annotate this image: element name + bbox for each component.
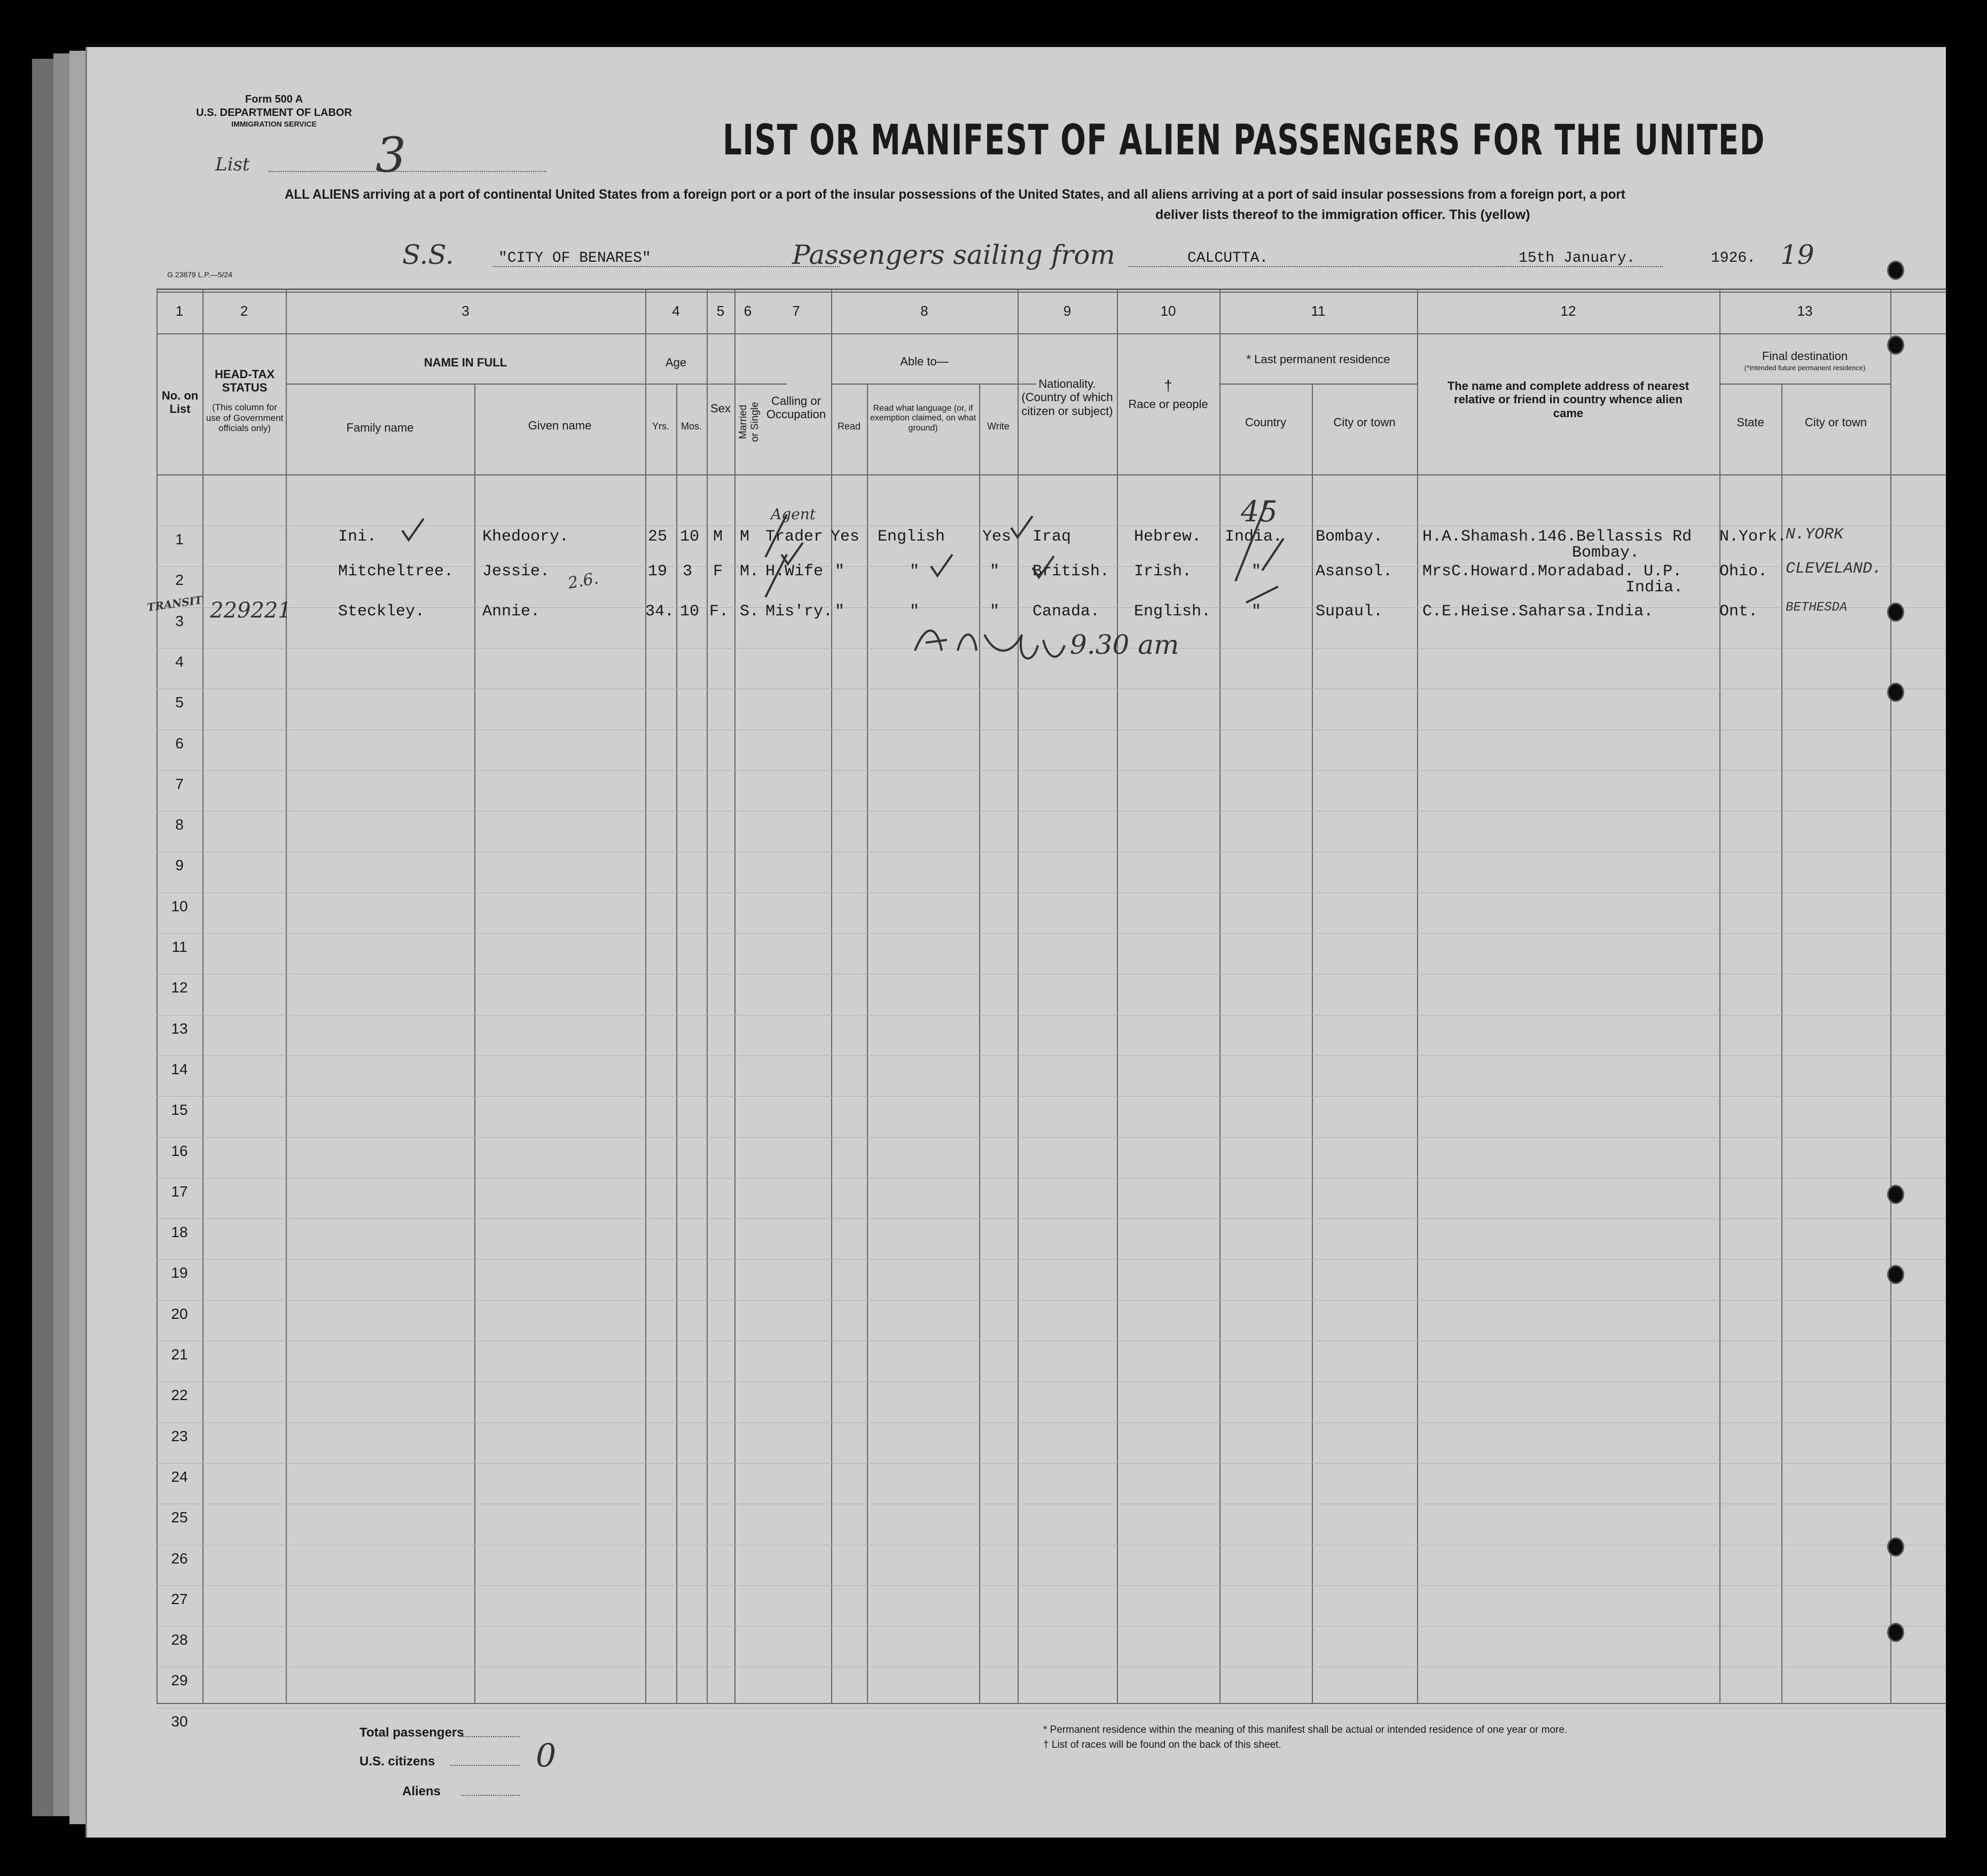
row-rule bbox=[157, 1463, 1946, 1464]
binder-hole bbox=[1887, 683, 1904, 702]
check-marks bbox=[87, 47, 1946, 688]
col-num-4: 4 bbox=[672, 303, 680, 319]
read-language: English bbox=[878, 528, 945, 546]
page-title: LIST OR MANIFEST OF ALIEN PASSENGERS FOR THE UNITED bbox=[723, 116, 1765, 165]
relative-address: C.E.Heise.Saharsa.India. bbox=[1422, 603, 1654, 621]
col-num-5: 5 bbox=[716, 303, 725, 319]
dest-city: BETHESDA bbox=[1786, 600, 1848, 615]
hdr-write: Write bbox=[987, 421, 1010, 432]
row-rule bbox=[157, 851, 1946, 852]
dest-state: N.York. bbox=[1719, 528, 1787, 546]
age-months: 3 bbox=[683, 562, 693, 581]
hdr-final-destination: Final destination bbox=[1762, 349, 1848, 363]
list-number: 3 bbox=[376, 127, 406, 183]
dest-city: N.YORK bbox=[1786, 526, 1844, 544]
country-note: 45 bbox=[1241, 495, 1278, 528]
row-number: 22 bbox=[171, 1387, 188, 1404]
relative-address-2: India. bbox=[1625, 579, 1684, 597]
row-number: 30 bbox=[171, 1713, 188, 1730]
row-number: 13 bbox=[171, 1020, 188, 1037]
hdr-no-on-list: No. on List bbox=[161, 389, 199, 416]
hdr-state: State bbox=[1736, 416, 1764, 429]
read-language: " bbox=[910, 562, 920, 581]
row-number: 7 bbox=[175, 775, 184, 792]
footer-note-residence: * Permanent residence within the meaning of this manifest shall be actual or intended residence of one year or more. bbox=[1043, 1724, 1568, 1736]
hdr-head-tax: HEAD-TAX STATUS bbox=[214, 368, 275, 395]
marital-status: S. bbox=[740, 603, 760, 621]
can-read: " bbox=[835, 562, 845, 581]
footer-aliens: Aliens bbox=[402, 1784, 441, 1799]
col-num-3: 3 bbox=[461, 303, 470, 319]
residence-country: India. bbox=[1225, 528, 1283, 546]
relative-address-2: Bombay. bbox=[1572, 544, 1640, 562]
ss-label: S.S. bbox=[402, 239, 454, 270]
page-edge bbox=[32, 59, 53, 1816]
form-service: IMMIGRATION SERVICE bbox=[231, 120, 317, 128]
ship-name: "CITY OF BENARES" bbox=[498, 250, 651, 267]
row-number: 29 bbox=[171, 1672, 188, 1689]
row-number: 14 bbox=[171, 1060, 188, 1077]
col-num-9: 9 bbox=[1063, 303, 1071, 319]
race: English. bbox=[1134, 603, 1211, 621]
binder-hole bbox=[1887, 1623, 1904, 1642]
can-write: " bbox=[990, 603, 1000, 621]
hdr-age: Age bbox=[665, 356, 687, 369]
hdr-read-language: Read what language (or, if exemption claimed, on what ground) bbox=[870, 404, 976, 433]
footer-total-passengers: Total passengers bbox=[359, 1725, 464, 1740]
given-name: Khedoory. bbox=[482, 528, 569, 546]
print-code: G 23879 L.P.—5/24 bbox=[167, 270, 232, 279]
row-number: 21 bbox=[171, 1346, 188, 1363]
hdr-nationality: Nationality. (Country of which citizen or subject) bbox=[1021, 377, 1113, 418]
row-rule bbox=[157, 1300, 1946, 1301]
row-rule bbox=[157, 1626, 1946, 1627]
dest-state: Ohio. bbox=[1719, 562, 1768, 581]
row-number: 19 bbox=[171, 1264, 188, 1281]
row-rule bbox=[157, 933, 1946, 934]
residence-city: Bombay. bbox=[1316, 528, 1383, 546]
year-printed: 19 bbox=[1780, 239, 1814, 270]
nationality: Iraq bbox=[1032, 528, 1071, 546]
row-number: 4 bbox=[175, 653, 184, 670]
age-years: 25 bbox=[648, 528, 668, 546]
marital-status: M. bbox=[740, 562, 760, 581]
row-number: 10 bbox=[171, 897, 188, 914]
given-name-note: 2.6. bbox=[566, 569, 600, 593]
hdr-given-name: Given name bbox=[528, 419, 592, 432]
col-num-12: 12 bbox=[1560, 303, 1576, 319]
binder-hole bbox=[1887, 603, 1904, 622]
hdr-dest-city-town: City or town bbox=[1804, 416, 1867, 429]
col-num-2: 2 bbox=[240, 303, 248, 319]
marital-status: M bbox=[740, 528, 750, 546]
hdr-married: Married or Single bbox=[738, 402, 761, 442]
col-num-13: 13 bbox=[1797, 303, 1813, 319]
sex: F bbox=[713, 562, 723, 581]
row-rule bbox=[157, 1218, 1946, 1219]
row-number: 8 bbox=[175, 816, 184, 833]
head-tax-number: 229221 bbox=[210, 598, 292, 623]
list-label: List bbox=[215, 154, 250, 175]
departure-port: CALCUTTA. bbox=[1187, 250, 1269, 267]
binder-hole bbox=[1887, 1537, 1904, 1557]
hdr-country: Country bbox=[1245, 416, 1287, 429]
row-rule bbox=[157, 1585, 1946, 1586]
can-read: " bbox=[835, 603, 845, 621]
row-number: 25 bbox=[171, 1509, 188, 1526]
race: Hebrew. bbox=[1134, 528, 1202, 546]
sex: F. bbox=[709, 603, 729, 621]
relative-address: MrsC.Howard.Moradabad. U.P. bbox=[1422, 562, 1683, 581]
age-years: 34. bbox=[645, 603, 675, 621]
nationality: Canada. bbox=[1032, 603, 1100, 621]
age-months: 10 bbox=[680, 603, 700, 621]
given-name: Jessie. bbox=[482, 562, 550, 581]
subtitle-line-2: deliver lists thereof to the immigration officer. This (yellow) bbox=[1155, 207, 1530, 222]
row-number: 27 bbox=[171, 1590, 188, 1607]
hdr-family-name: Family name bbox=[346, 421, 414, 434]
table-bottom-border bbox=[157, 1703, 1946, 1704]
given-name: Annie. bbox=[482, 603, 541, 621]
occupation-note: Agent bbox=[771, 505, 816, 523]
hdr-name-in-full: NAME IN FULL bbox=[424, 356, 507, 369]
binder-hole bbox=[1887, 1265, 1904, 1284]
signature-time: 9.30 am bbox=[1070, 629, 1179, 660]
race: Irish. bbox=[1134, 562, 1192, 581]
row-number: 11 bbox=[171, 939, 187, 955]
row-rule bbox=[157, 770, 1946, 771]
row-rule bbox=[157, 1259, 1946, 1260]
binder-hole bbox=[1887, 335, 1904, 355]
hdr-race-mark: † bbox=[1164, 377, 1172, 394]
row-number: 24 bbox=[171, 1468, 188, 1485]
row-number: 20 bbox=[171, 1305, 188, 1322]
age-months: 10 bbox=[680, 528, 700, 546]
form-number: Form 500 A bbox=[245, 93, 303, 105]
residence-city: Supaul. bbox=[1316, 603, 1383, 621]
page-edge bbox=[69, 51, 87, 1824]
hdr-city-town: City or town bbox=[1333, 416, 1396, 429]
row-number: 3 bbox=[175, 612, 184, 629]
row-number: 15 bbox=[171, 1101, 188, 1119]
nationality: British. bbox=[1032, 562, 1110, 581]
col-num-10: 10 bbox=[1160, 303, 1176, 319]
year-typed: 1926. bbox=[1711, 250, 1756, 267]
binder-hole bbox=[1887, 1185, 1904, 1204]
row-number: 12 bbox=[171, 979, 188, 996]
age-years: 19 bbox=[648, 562, 668, 581]
hdr-last-residence: * Last permanent residence bbox=[1246, 353, 1390, 366]
can-write: Yes bbox=[982, 528, 1012, 546]
col-num-1: 1 bbox=[175, 303, 184, 319]
row-number: 16 bbox=[171, 1142, 188, 1159]
row-number: 18 bbox=[171, 1224, 188, 1241]
row-number: 9 bbox=[175, 857, 184, 874]
col-num-7: 7 bbox=[792, 303, 800, 319]
hdr-relative: The name and complete address of nearest relative or friend in country whence alien came bbox=[1447, 379, 1689, 420]
hdr-read: Read bbox=[837, 421, 861, 432]
hdr-head-tax-note: (This column for use of Government officials only) bbox=[206, 402, 284, 434]
hdr-mos: Mos. bbox=[680, 421, 702, 432]
row-number: 1 bbox=[175, 531, 184, 548]
occupation: Mis'ry. bbox=[765, 603, 833, 621]
sailing-date: 15th January. bbox=[1519, 250, 1636, 267]
hdr-yrs: Yrs. bbox=[652, 421, 669, 432]
occupation: Trader bbox=[765, 528, 824, 546]
hdr-able-to: Able to— bbox=[900, 355, 949, 368]
footer-us-citizens: U.S. citizens bbox=[359, 1754, 435, 1769]
family-name: Steckley. bbox=[338, 603, 425, 621]
page-edge bbox=[53, 53, 69, 1816]
row-number: 17 bbox=[171, 1183, 188, 1200]
us-citizens-count: 0 bbox=[536, 1737, 557, 1775]
binder-hole bbox=[1887, 261, 1904, 280]
row-number: 2 bbox=[175, 572, 184, 589]
row-number: 23 bbox=[171, 1427, 188, 1444]
read-language: " bbox=[910, 603, 920, 621]
residence-country: " bbox=[1251, 562, 1262, 581]
relative-address: H.A.Shamash.146.Bellassis Rd bbox=[1422, 528, 1692, 546]
col-num-8: 8 bbox=[920, 303, 928, 319]
row-rule bbox=[157, 1137, 1946, 1138]
col-num-11: 11 bbox=[1311, 303, 1326, 319]
family-name: Ini. bbox=[338, 528, 377, 546]
subtitle-line-1: ALL ALIENS arriving at a port of continental United States from a foreign port or a port of the insular possessions of the United States, and all aliens arriving at a port of said insular possessions from a foreign port, a port bbox=[285, 187, 1625, 202]
hdr-sex: Sex bbox=[710, 402, 731, 415]
row-number: 28 bbox=[171, 1631, 188, 1648]
manifest-sheet bbox=[85, 47, 1946, 1838]
row-rule bbox=[157, 1422, 1946, 1423]
occupation: H.Wife bbox=[765, 562, 824, 581]
row-rule bbox=[157, 1381, 1946, 1382]
row-number: 5 bbox=[175, 694, 184, 711]
hdr-final-destination-note: (*Intended future permanent residence) bbox=[1744, 364, 1866, 372]
row-number: 6 bbox=[175, 734, 184, 752]
sailing-label: Passengers sailing from bbox=[792, 239, 1115, 270]
family-name: Mitcheltree. bbox=[338, 562, 454, 581]
footer-note-races: † List of races will be found on the back of this sheet. bbox=[1043, 1739, 1281, 1750]
col-num-6: 6 bbox=[744, 303, 752, 319]
transit-stamp: TRANSIT bbox=[146, 593, 204, 614]
dest-city: CLEVELAND. bbox=[1786, 560, 1882, 578]
can-write: " bbox=[990, 562, 1000, 581]
hdr-calling: Calling or Occupation bbox=[766, 394, 826, 421]
row-rule bbox=[157, 1096, 1946, 1097]
form-department: U.S. DEPARTMENT OF LABOR bbox=[196, 107, 352, 119]
residence-city: Asansol. bbox=[1316, 562, 1393, 581]
hdr-race: Race or people bbox=[1128, 397, 1208, 411]
can-read: Yes bbox=[831, 528, 860, 546]
residence-country: " bbox=[1251, 603, 1262, 621]
sex: M bbox=[713, 528, 723, 546]
row-number: 26 bbox=[171, 1550, 188, 1567]
dest-state: Ont. bbox=[1719, 603, 1758, 621]
